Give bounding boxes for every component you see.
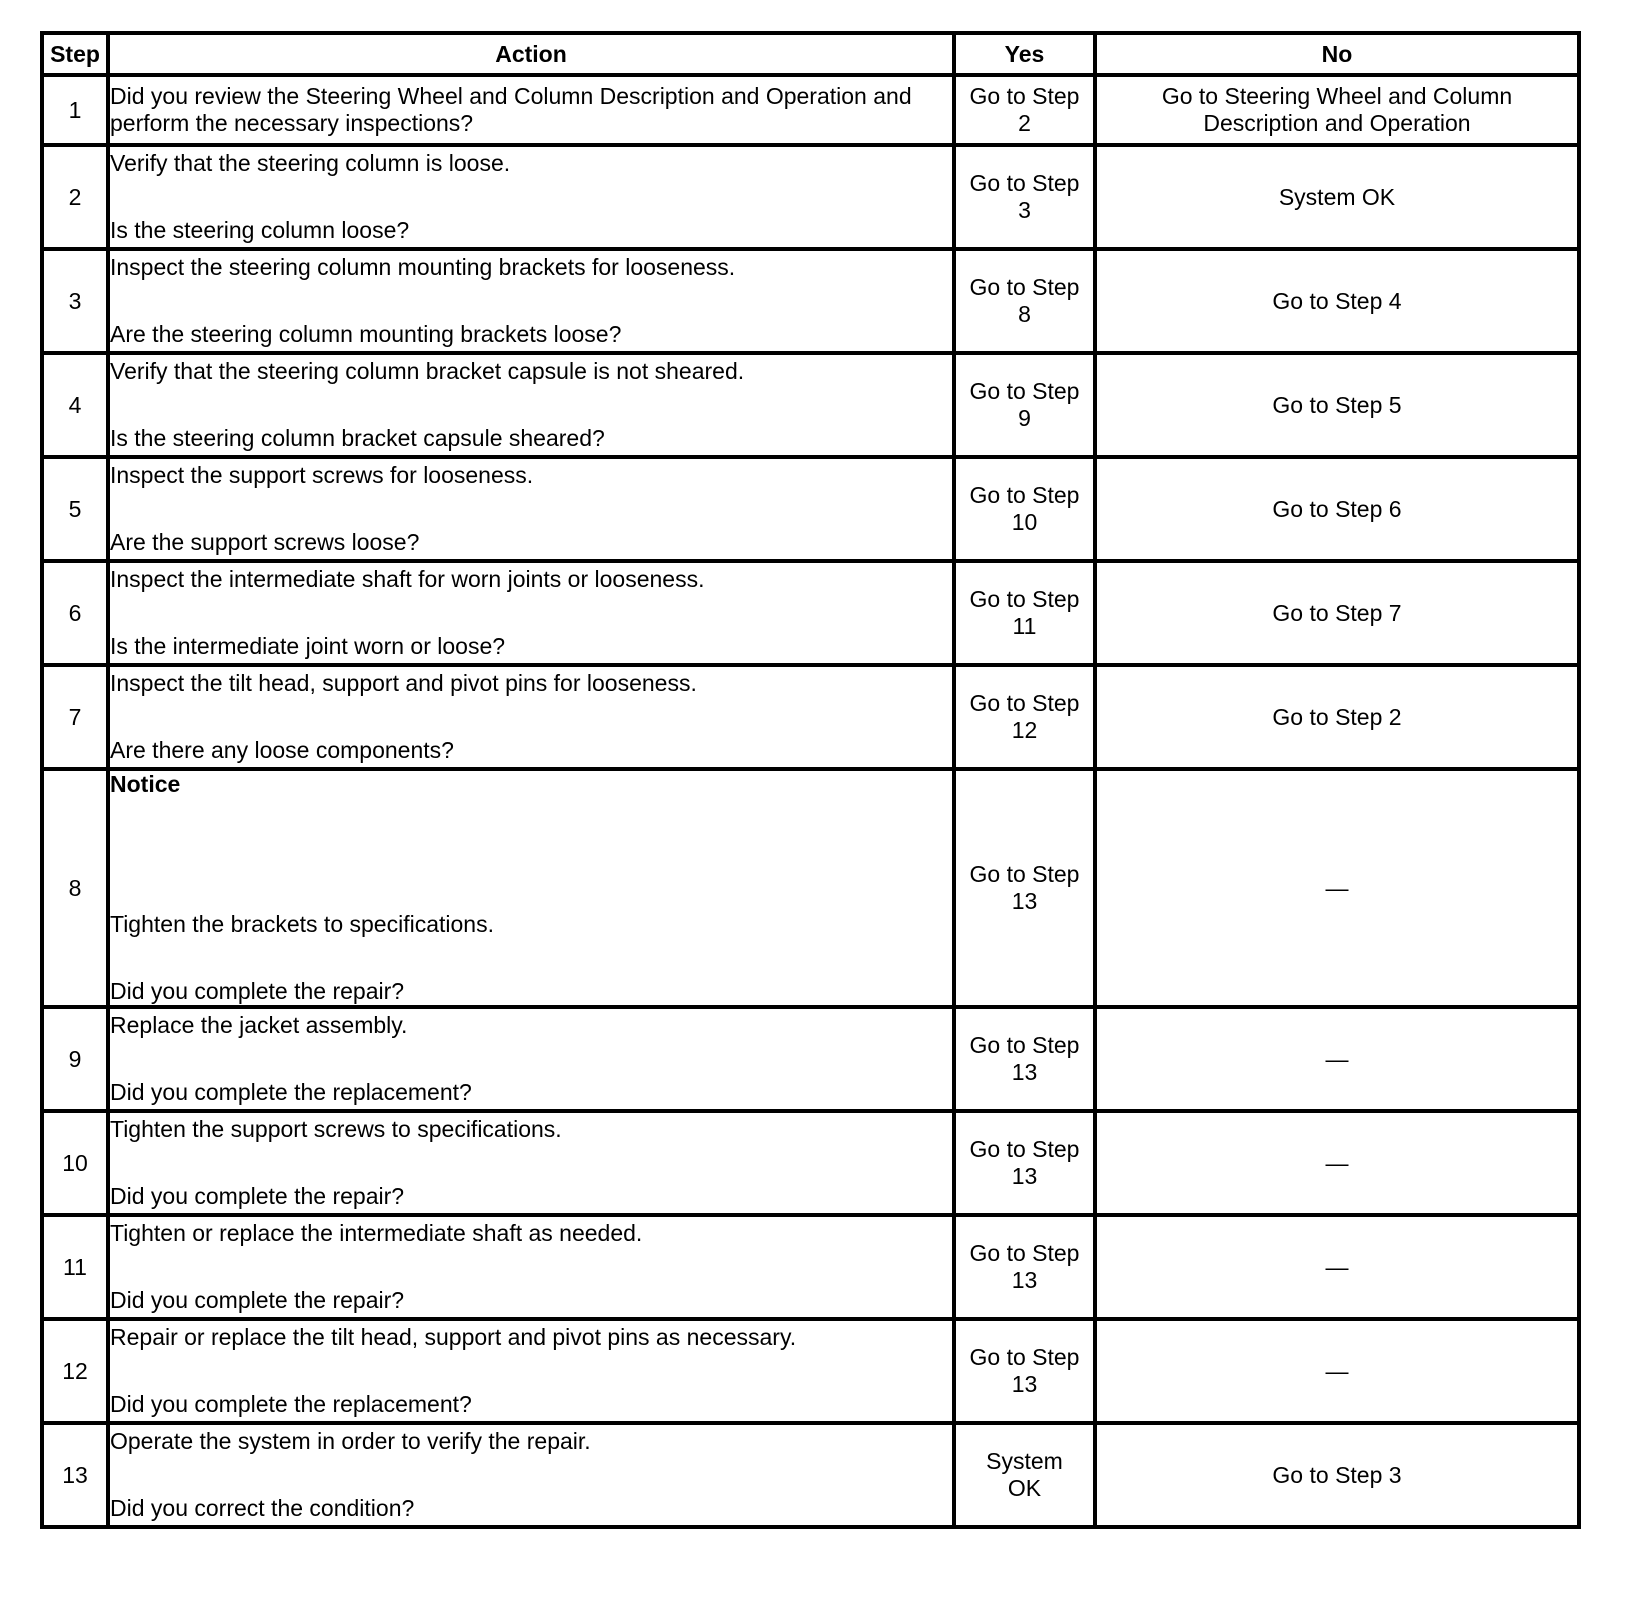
question-line: Is the intermediate joint worn or loose? — [110, 633, 506, 659]
action-text — [108, 561, 954, 665]
question-line: Is the steering column loose? — [110, 217, 410, 243]
table-row — [42, 249, 1579, 353]
yes-text: System OK — [986, 1448, 1063, 1501]
question-line: Are the steering column mounting brackets loose? — [110, 321, 622, 347]
yes-text: Go to Step 13 — [969, 861, 1080, 914]
action-text — [108, 1007, 954, 1111]
question-line: Is the steering column bracket capsule sheared? — [110, 425, 605, 451]
action-text — [108, 457, 954, 561]
yes-cell — [954, 1423, 1095, 1527]
yes-text: Go to Step 9 — [969, 378, 1080, 431]
yes-text: Go to Step 13 — [969, 1240, 1080, 1293]
question-line: Are the support screws loose? — [110, 529, 420, 555]
no-text: System OK — [1278, 183, 1396, 210]
step-number: 3 — [42, 249, 108, 353]
step-number: 12 — [42, 1319, 108, 1423]
yes-text: Go to Step 13 — [969, 1032, 1080, 1085]
action-line: Verify that the steering column bracket capsule is not sheared. — [110, 358, 745, 384]
table-row — [42, 769, 1579, 1007]
yes-cell — [954, 75, 1095, 145]
action-text — [108, 353, 954, 457]
no-cell — [1095, 457, 1579, 561]
yes-cell — [954, 1215, 1095, 1319]
yes-cell — [954, 1319, 1095, 1423]
action-text — [108, 75, 954, 145]
diagnostic-table — [40, 31, 1581, 1529]
yes-cell — [954, 353, 1095, 457]
step-number: 9 — [42, 1007, 108, 1111]
yes-cell — [954, 145, 1095, 249]
no-cell — [1095, 561, 1579, 665]
table-row — [42, 665, 1579, 769]
yes-cell — [954, 769, 1095, 1007]
yes-text: Go to Step 13 — [969, 1136, 1080, 1189]
yes-text: Go to Step 10 — [969, 482, 1080, 535]
action-line: Replace the jacket assembly. — [110, 1012, 408, 1038]
table-row — [42, 457, 1579, 561]
step-number: 7 — [42, 665, 108, 769]
no-text: Go to Step 6 — [1272, 495, 1402, 522]
question-line: Did you complete the repair? — [110, 1287, 405, 1313]
no-text: — — [1325, 1149, 1349, 1176]
no-cell — [1095, 1423, 1579, 1527]
action-text — [108, 145, 954, 249]
header-step: Step — [42, 33, 108, 75]
yes-cell — [954, 1007, 1095, 1111]
no-cell — [1095, 145, 1579, 249]
header-no: No — [1095, 33, 1579, 75]
step-number: 5 — [42, 457, 108, 561]
question-line: Did you complete the repair? — [110, 1183, 405, 1209]
no-cell — [1095, 1007, 1579, 1111]
step-number: 8 — [42, 769, 108, 1007]
table-row — [42, 1111, 1579, 1215]
yes-cell — [954, 457, 1095, 561]
yes-text: Go to Step 3 — [969, 170, 1080, 223]
step-number: 4 — [42, 353, 108, 457]
no-text: Go to Step 7 — [1272, 599, 1402, 626]
action-line: Repair or replace the tilt head, support and pivot pins as necessary. — [110, 1324, 797, 1350]
step-number: 2 — [42, 145, 108, 249]
action-line: Inspect the support screws for looseness. — [110, 462, 534, 488]
action-text — [108, 1215, 954, 1319]
yes-text: Go to Step 11 — [969, 586, 1080, 639]
yes-cell — [954, 249, 1095, 353]
yes-text: Go to Step 12 — [969, 690, 1080, 743]
step-number: 10 — [42, 1111, 108, 1215]
table-row — [42, 1215, 1579, 1319]
no-cell — [1095, 249, 1579, 353]
no-text: — — [1325, 874, 1349, 901]
no-cell — [1095, 769, 1579, 1007]
no-cell — [1095, 1319, 1579, 1423]
action-text — [108, 1111, 954, 1215]
step-number: 6 — [42, 561, 108, 665]
action-line: Inspect the tilt head, support and pivot pins for looseness. — [110, 670, 697, 696]
table-row — [42, 145, 1579, 249]
header-action: Action — [108, 33, 954, 75]
table-row — [42, 1007, 1579, 1111]
question-line: Did you complete the replacement? — [110, 1391, 472, 1417]
step-number: 1 — [42, 75, 108, 145]
action-line: Inspect the steering column mounting brackets for looseness. — [110, 254, 736, 280]
action-line: Tighten the support screws to specifications. — [110, 1116, 562, 1142]
action-line: Did you review the Steering Wheel and Column Description and Operation and perform the necessary inspections? — [110, 83, 912, 136]
action-line: Inspect the intermediate shaft for worn joints or looseness. — [110, 566, 705, 592]
no-text: — — [1325, 1045, 1349, 1072]
no-cell — [1095, 353, 1579, 457]
yes-cell — [954, 561, 1095, 665]
action-text — [108, 249, 954, 353]
question-line: Did you correct the condition? — [110, 1495, 415, 1521]
table-row — [42, 1319, 1579, 1423]
no-cell — [1095, 1111, 1579, 1215]
header-yes: Yes — [954, 33, 1095, 75]
action-text — [108, 1319, 954, 1423]
header-row — [42, 33, 1579, 75]
no-text: — — [1325, 1253, 1349, 1280]
question-line: Did you complete the replacement? — [110, 1079, 472, 1105]
table-row — [42, 353, 1579, 457]
no-cell — [1095, 665, 1579, 769]
yes-cell — [954, 1111, 1095, 1215]
step-number: 13 — [42, 1423, 108, 1527]
step-number: 11 — [42, 1215, 108, 1319]
question-line: Are there any loose components? — [110, 737, 454, 763]
no-cell — [1095, 1215, 1579, 1319]
action-text — [108, 1423, 954, 1527]
no-cell — [1095, 75, 1579, 145]
table-row — [42, 1423, 1579, 1527]
yes-text: Go to Step 2 — [969, 83, 1080, 136]
no-text: Go to Steering Wheel and Column Description and Operation — [1161, 83, 1513, 136]
action-line: Operate the system in order to verify the repair. — [110, 1428, 591, 1454]
notice-label: Notice — [110, 771, 181, 797]
table-row — [42, 75, 1579, 145]
action-line: Verify that the steering column is loose. — [110, 150, 511, 176]
yes-text: Go to Step 8 — [969, 274, 1080, 327]
no-text: Go to Step 3 — [1272, 1461, 1402, 1488]
yes-cell — [954, 665, 1095, 769]
action-line: Tighten or replace the intermediate shaft as needed. — [110, 1220, 643, 1246]
no-text: Go to Step 2 — [1272, 703, 1402, 730]
yes-text: Go to Step 13 — [969, 1344, 1080, 1397]
no-text: Go to Step 4 — [1272, 287, 1402, 314]
question-line: Did you complete the repair? — [110, 978, 405, 1004]
table-row — [42, 561, 1579, 665]
no-text: — — [1325, 1357, 1349, 1384]
action-line: Tighten the brackets to specifications. — [110, 911, 494, 937]
no-text: Go to Step 5 — [1272, 391, 1402, 418]
action-text — [108, 769, 954, 1007]
action-text — [108, 665, 954, 769]
